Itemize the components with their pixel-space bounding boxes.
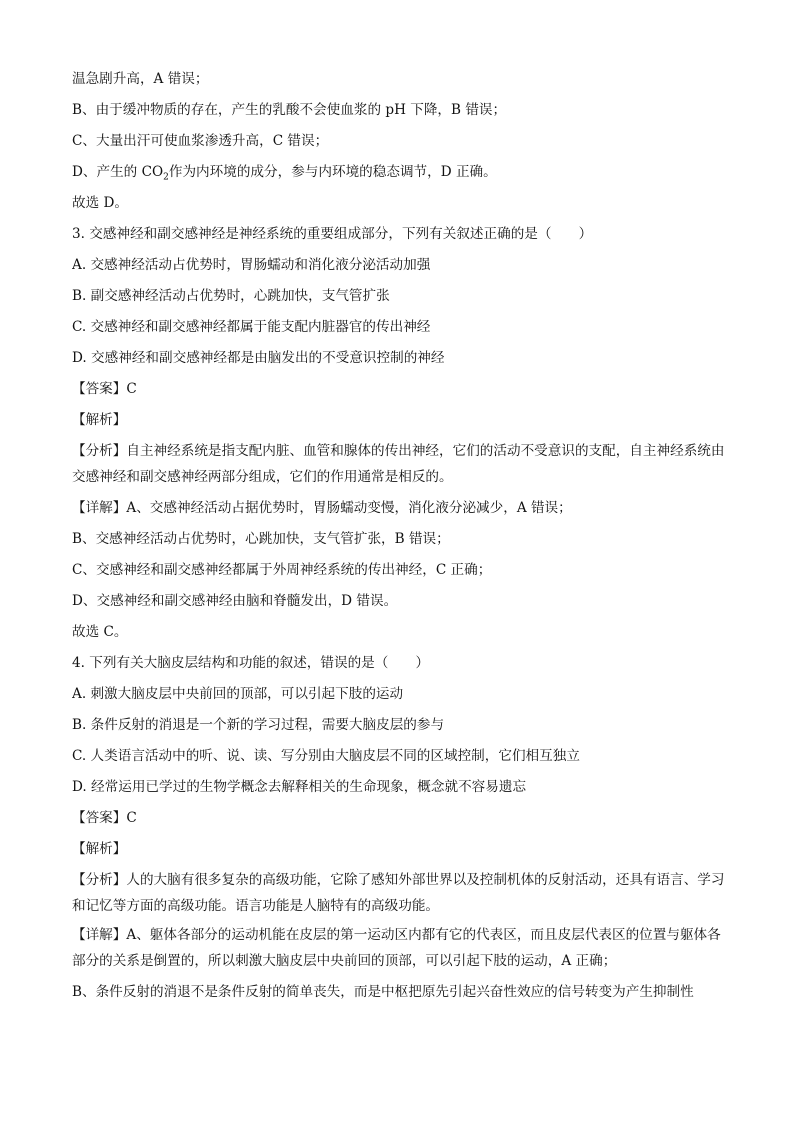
explanation-line: B、交感神经活动占优势时，心跳加快，支气管扩张，B 错误； xyxy=(72,531,450,547)
explanation-line: C、交感神经和副交感神经都属于外周神经系统的传出神经，C 正确； xyxy=(72,562,492,578)
answer-label: 【答案】C xyxy=(72,381,137,397)
document-page xyxy=(72,64,732,1008)
question-4-option-a: A. 刺激大脑皮层中央前回的顶部，可以引起下肢的运动 xyxy=(72,686,404,702)
explanation-line: 【详解】A、交感神经活动占据优势时，胃肠蠕动变慢，消化液分泌减少，A 错误； xyxy=(72,500,572,516)
analysis-label: 【解析】 xyxy=(72,412,127,428)
question-3-option-b: B. 副交感神经活动占优势时，心跳加快，支气管扩张 xyxy=(72,288,390,304)
text-segment: D、产生的 CO xyxy=(72,164,164,180)
conclusion: 故选 D。 xyxy=(72,195,129,211)
answer-label: 【答案】C xyxy=(72,810,137,826)
explanation-line: B、条件反射的消退不是条件反射的简单丧失，而是中枢把原先引起兴奋性效应的信号转变为产生抑制性 xyxy=(72,984,694,1000)
question-4-option-b: B. 条件反射的消退是一个新的学习过程，需要大脑皮层的参与 xyxy=(72,717,445,733)
explanation-paragraph: 【详解】A、躯体各部分的运动机能在皮层的第一运动区内都有它的代表区，而且皮层代表区的位置与躯体各部分的关系是倒置的，所以刺激大脑皮层中央前回的顶部，可以引起下肢的运动，A 正确； xyxy=(72,927,721,969)
question-4-stem: 4. 下列有关大脑皮层结构和功能的叙述，错误的是（ ） xyxy=(72,655,430,671)
question-4-option-d: D. 经常运用已学过的生物学概念去解释相关的生命现象，概念就不容易遗忘 xyxy=(72,779,527,795)
text-line: B、由于缓冲物质的存在，产生的乳酸不会使血浆的 pH 下降，B 错误； xyxy=(72,102,507,118)
analysis-paragraph: 【分析】自主神经系统是指支配内脏、血管和腺体的传出神经，它们的活动不受意识的支配，自主神经系统由交感神经和副交感神经两部分组成，它们的作用通常是相反的。 xyxy=(72,443,725,485)
analysis-label: 【解析】 xyxy=(72,841,127,857)
explanation-line: D、交感神经和副交感神经由脑和脊髓发出，D 错误。 xyxy=(72,593,398,609)
question-4-option-c: C. 人类语言活动中的听、说、读、写分别由大脑皮层不同的区域控制，它们相互独立 xyxy=(72,748,580,764)
conclusion: 故选 C。 xyxy=(72,624,128,640)
text-segment: 作为内环境的成分，参与内环境的稳态调节，D 正确。 xyxy=(168,164,497,180)
question-3-option-c: C. 交感神经和副交感神经都属于能支配内脏器官的传出神经 xyxy=(72,319,431,335)
text-line: C、大量出汗可使血浆渗透升高，C 错误； xyxy=(72,133,329,149)
question-3-stem: 3. 交感神经和副交感神经是神经系统的重要组成部分，下列有关叙述正确的是（ ） xyxy=(72,226,593,242)
question-3-option-a: A. 交感神经活动占优势时，胃肠蠕动和消化液分泌活动加强 xyxy=(72,257,431,273)
question-3-option-d: D. 交感神经和副交感神经都是由脑发出的不受意识控制的神经 xyxy=(72,350,445,366)
analysis-paragraph: 【分析】人的大脑有很多复杂的高级功能，它除了感知外部世界以及控制机体的反射活动，还具有语言、学习和记忆等方面的高级功能。语言功能是人脑特有的高级功能。 xyxy=(72,872,725,914)
subscript: 2 xyxy=(163,172,169,183)
text-line: 温急剧升高，A 错误； xyxy=(72,71,209,87)
text-line-with-subscript xyxy=(72,157,732,188)
